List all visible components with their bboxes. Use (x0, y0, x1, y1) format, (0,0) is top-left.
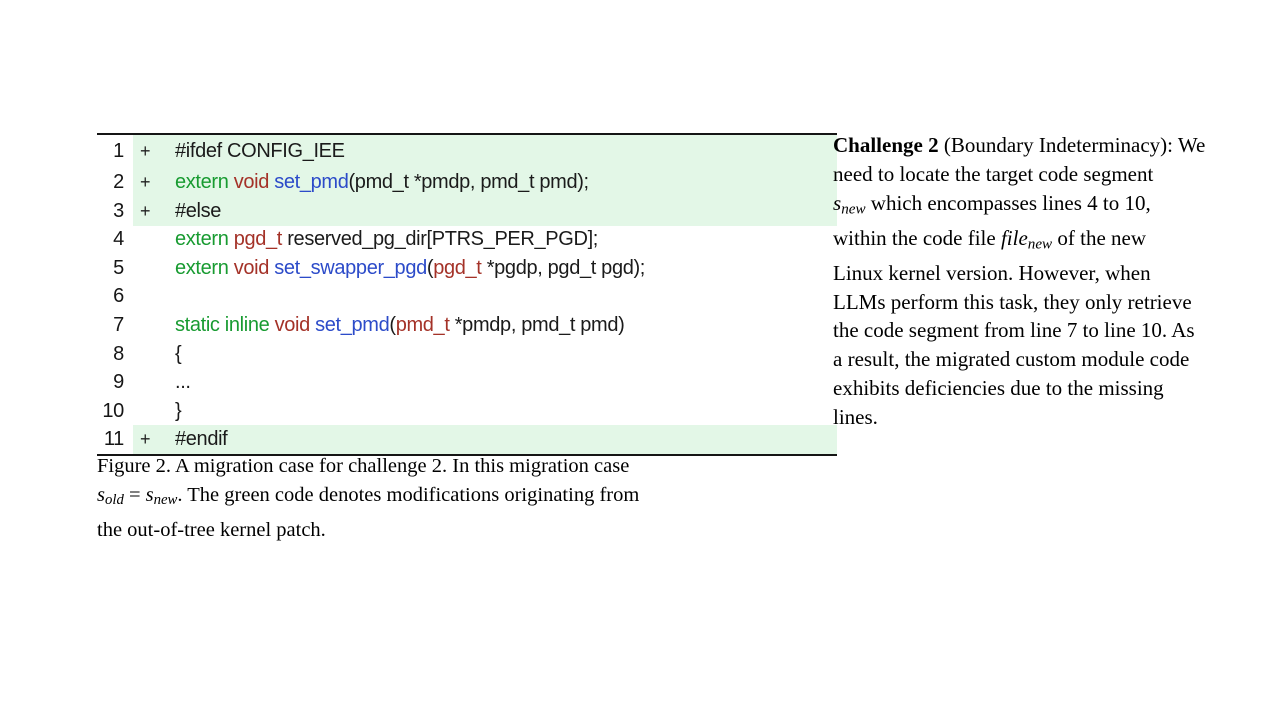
keyword-token: extern (175, 256, 229, 279)
code-line-text (175, 400, 181, 423)
code-token: ( (426, 256, 434, 279)
text-segment: a result, the migrated custom module code (833, 347, 1190, 372)
text-segment: new (841, 200, 866, 217)
text-segment: LLMs perform this task, they only retrieve (833, 289, 1192, 314)
code-line-body (133, 397, 837, 426)
text-segment: (Boundary Indeterminacy): We (938, 133, 1206, 157)
diff-added-marker: + (140, 200, 151, 221)
line-number: 2 (97, 169, 133, 198)
code-line-text (175, 171, 589, 194)
challenge-2-paragraph (833, 131, 1278, 432)
code-line-body (133, 283, 837, 312)
code-line (97, 169, 837, 198)
code-token: #ifdef CONFIG_IEE (175, 140, 345, 163)
code-token: *pmdp, pmd_t pmd) (449, 314, 625, 336)
type-token: pmd_t (395, 314, 450, 336)
code-line (97, 226, 837, 255)
code-token: #else (175, 199, 222, 222)
type-token: void (233, 171, 270, 194)
code-line-body (133, 254, 837, 283)
line-number: 6 (97, 283, 133, 312)
keyword-token: extern (175, 171, 229, 194)
function-token: set_pmd (315, 314, 390, 336)
diff-added-marker: + (140, 141, 151, 162)
code-line-text (175, 371, 191, 394)
code-token: } (175, 399, 182, 422)
code-token: ... (175, 371, 191, 394)
code-line-text (175, 200, 221, 223)
code-line (97, 135, 837, 169)
code-token: #endif (175, 428, 228, 451)
figure-2-code-listing (97, 133, 837, 456)
diff-added-marker: + (140, 429, 151, 450)
code-diff-listing (97, 135, 837, 454)
code-line-body (133, 340, 837, 369)
text-segment: Linux kernel version. However, when (833, 260, 1151, 285)
code-line (97, 397, 837, 426)
text-segment: Figure 2. A migration case for challenge 2. In this migration case (97, 455, 630, 477)
code-token: ( (389, 314, 396, 336)
code-line-text (175, 428, 227, 451)
text-segment: need to locate the target code segment (833, 161, 1154, 186)
text-segment: s (97, 484, 105, 507)
text-segment: file (1000, 225, 1028, 250)
code-line-text (175, 228, 598, 251)
code-line-body (133, 135, 837, 169)
text-segment: new (153, 492, 178, 509)
code-line (97, 197, 837, 226)
line-number: 5 (97, 254, 133, 283)
text-segment: new (1027, 236, 1053, 253)
code-line-body (133, 368, 837, 397)
diff-added-marker: + (140, 172, 151, 193)
text-segment: of the new (1052, 225, 1147, 250)
code-token: reserved_pg_dir[PTRS_PER_PGD]; (282, 228, 598, 251)
text-segment: exhibits deficiencies due to the missing (833, 376, 1164, 400)
type-token: void (274, 314, 310, 336)
keyword-token: extern (175, 228, 229, 251)
code-line (97, 368, 837, 397)
text-segment: s (145, 484, 154, 507)
function-token: set_swapper_pgd (274, 256, 427, 279)
line-number: 4 (97, 226, 133, 255)
code-token: *pgdp, pgd_t pgd); (481, 256, 646, 279)
code-line-body (133, 226, 837, 255)
code-line (97, 340, 837, 369)
code-line (97, 311, 837, 340)
code-token: (pmd_t *pmdp, pmd_t pmd); (348, 171, 589, 194)
text-segment: Challenge 2 (833, 133, 939, 157)
code-line-text (175, 140, 345, 163)
line-number: 7 (97, 311, 133, 340)
text-segment: the out-of-tree kernel patch. (97, 519, 326, 542)
text-segment: lines. (833, 404, 878, 429)
line-number: 8 (97, 340, 133, 369)
line-number: 1 (97, 135, 133, 169)
figure-2-caption (97, 452, 787, 545)
code-line (97, 283, 837, 312)
code-line-text (175, 257, 645, 280)
text-segment: s (833, 190, 842, 215)
code-token: { (175, 342, 182, 365)
code-line-body (133, 425, 837, 454)
type-token: pgd_t (433, 256, 482, 279)
line-number: 10 (97, 397, 133, 426)
keyword-token: static inline (175, 314, 270, 336)
text-segment: = (123, 484, 146, 507)
text-segment: the code segment from line 7 to line 10. As (833, 318, 1195, 343)
code-line-body (133, 169, 837, 198)
code-line-text (175, 314, 624, 337)
text-segment: within the code file (833, 225, 1001, 250)
code-line (97, 425, 837, 454)
text-segment: which encompasses lines 4 to 10, (865, 190, 1151, 215)
function-token: set_pmd (274, 171, 349, 194)
text-segment: . The green code denotes modifications originating from (177, 484, 640, 507)
code-line-body (133, 311, 837, 340)
line-number: 11 (97, 425, 133, 454)
text-segment: old (104, 492, 124, 509)
type-token: void (233, 256, 270, 279)
code-line-body (133, 197, 837, 226)
code-line (97, 254, 837, 283)
type-token: pgd_t (233, 228, 283, 251)
line-number: 9 (97, 368, 133, 397)
code-line-text (175, 343, 181, 366)
line-number: 3 (97, 197, 133, 226)
